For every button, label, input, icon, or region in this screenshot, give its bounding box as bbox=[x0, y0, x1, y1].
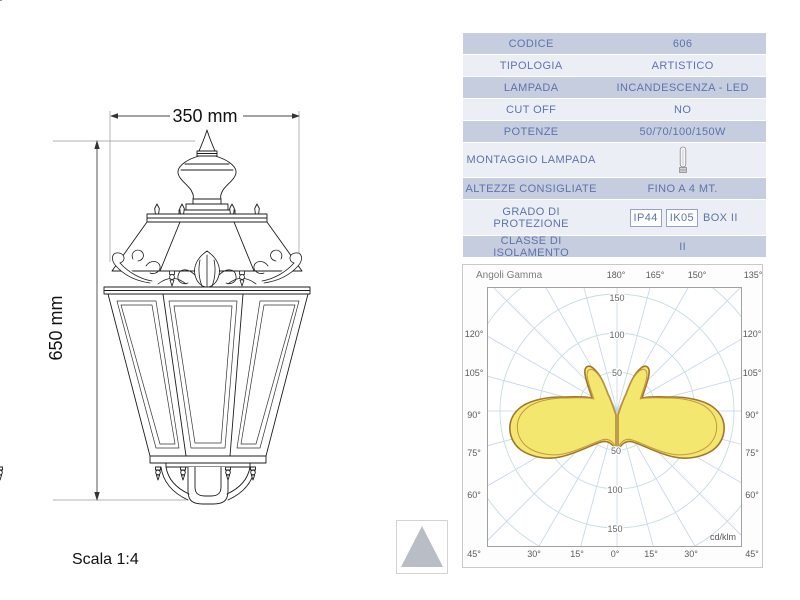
table-row bbox=[463, 55, 766, 76]
tubular-lamp-icon bbox=[677, 146, 689, 174]
angle-label: 150° bbox=[687, 270, 707, 280]
angle-label: 120° bbox=[464, 329, 484, 339]
height-dimension-label: 650 mm bbox=[46, 295, 66, 361]
triangle-marker-box bbox=[396, 520, 448, 574]
angle-label: 90° bbox=[745, 410, 759, 420]
angle-label: 105° bbox=[742, 368, 762, 378]
table-row bbox=[463, 121, 766, 142]
table-row bbox=[463, 236, 766, 257]
angle-label: 90° bbox=[467, 410, 481, 420]
row-value: 50/70/100/150W bbox=[639, 125, 726, 138]
angle-label: 180° bbox=[606, 270, 626, 280]
angle-label: 30° bbox=[684, 549, 698, 559]
table-row bbox=[463, 178, 766, 199]
row-label: TIPOLOGIA bbox=[499, 59, 563, 72]
polar-plot-area bbox=[487, 287, 742, 547]
angle-label: 30° bbox=[527, 549, 541, 559]
table-row bbox=[463, 99, 766, 120]
angle-label: 0° bbox=[610, 549, 620, 559]
radial-tick-label: 50 bbox=[610, 446, 622, 456]
table-row bbox=[463, 33, 766, 54]
row-label: CODICE bbox=[508, 37, 554, 50]
row-value: INCANDESCENZA - LED bbox=[616, 81, 749, 94]
radial-tick-label: 150 bbox=[607, 524, 623, 534]
lantern-outline bbox=[0, 0, 310, 504]
chart-title: Angoli Gamma bbox=[476, 270, 543, 281]
triangle-icon bbox=[401, 526, 443, 567]
angle-label: 165° bbox=[645, 270, 665, 280]
chart-unit-label: cd/klm bbox=[709, 532, 736, 542]
angle-label: 15° bbox=[644, 549, 658, 559]
angle-label: 60° bbox=[745, 490, 759, 500]
row-label: CLASSE DI ISOLAMENTO bbox=[493, 234, 570, 259]
row-label: CUT OFF bbox=[506, 103, 557, 116]
angle-label: 45° bbox=[745, 549, 759, 559]
angle-label: 120° bbox=[742, 329, 762, 339]
row-value: NO bbox=[674, 103, 692, 116]
table-row bbox=[463, 143, 766, 177]
angle-label: 105° bbox=[464, 368, 484, 378]
angle-label: 135° bbox=[743, 270, 763, 280]
radial-tick-label: 150 bbox=[609, 293, 625, 303]
ip-rating-badge: IP44 bbox=[630, 209, 662, 227]
angle-label: 45° bbox=[467, 549, 481, 559]
row-value bbox=[599, 209, 766, 227]
row-label: POTENZE bbox=[503, 125, 559, 138]
radial-tick-label: 100 bbox=[609, 330, 625, 340]
ik-rating-badge: IK05 bbox=[666, 209, 698, 227]
row-value: 606 bbox=[672, 37, 693, 50]
row-label: ALTEZZE CONSIGLIATE bbox=[465, 182, 597, 195]
angle-label: 75° bbox=[467, 448, 481, 458]
angle-label: 15° bbox=[570, 549, 584, 559]
row-value: ARTISTICO bbox=[651, 59, 714, 72]
table-row bbox=[463, 200, 766, 235]
row-label: MONTAGGIO LAMPADA bbox=[466, 154, 596, 166]
table-row bbox=[463, 77, 766, 98]
angle-label: 60° bbox=[467, 490, 481, 500]
row-label: LAMPADA bbox=[503, 81, 559, 94]
row-value: FINO A 4 MT. bbox=[647, 182, 718, 195]
spec-table bbox=[463, 33, 766, 258]
angle-label: 75° bbox=[745, 448, 759, 458]
box-rating-label: BOX II bbox=[702, 211, 738, 224]
width-dimension-label: 350 mm bbox=[172, 106, 238, 126]
scale-label: Scala 1:4 bbox=[72, 551, 139, 568]
row-label: GRADO DI PROTEZIONE bbox=[493, 205, 569, 230]
radial-tick-label: 100 bbox=[607, 485, 623, 495]
row-value: II bbox=[679, 240, 687, 253]
row-value bbox=[599, 146, 766, 174]
photometric-chart-panel bbox=[462, 264, 763, 568]
radial-tick-label: 50 bbox=[611, 368, 623, 378]
